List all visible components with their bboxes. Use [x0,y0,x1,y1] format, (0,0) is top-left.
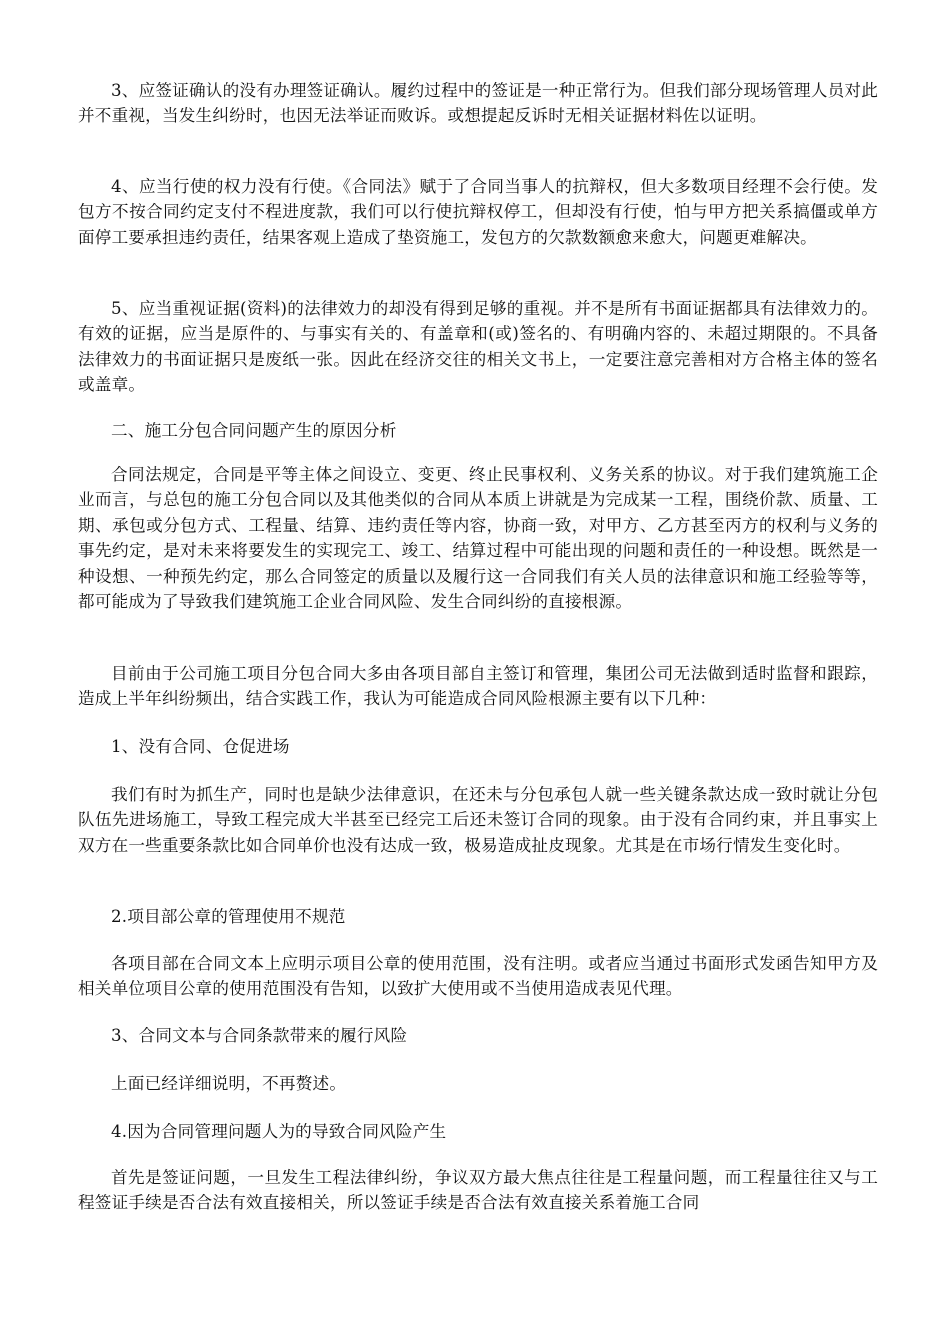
subheading-seal-management: 2.项目部公章的管理使用不规范 [111,907,346,926]
subheading-management-risk: 4.因为合同管理问题人为的导致合同风险产生 [111,1122,447,1141]
paragraph-signature-confirmation: 3、应签证确认的没有办理签证确认。履约过程中的签证是一种正常行为。但我们部分现场管理人员对此并不重视，当发生纠纷时，也因无法举证而败诉。或想提起反诉时无相关证据材料佐以证明。 [78,81,878,126]
subheading-contract-text-risk: 3、合同文本与合同条款带来的履行风险 [111,1026,408,1045]
paragraph-contract-law: 合同法规定，合同是平等主体之间设立、变更、终止民事权利、义务关系的协议。对于我们建筑施工企业而言，与总包的施工分包合同以及其他类似的合同从本质上讲就是为完成某一工程，围绕价款、质量、工期、承包或分包方式、工程量、结算、违约责任等内容，协商一致，对甲方、乙方甚至丙方的权利与义务的事先约定，是对未来将要发生的实现完工、竣工、结算过程中可能出现的问题和责任的一种设想。既然是一种设想、一种预先约定，那么合同签定的质量以及履行这一合同我们有关人员的法律意识和施工经验等等，都可能成为了导致我们建筑施工企业合同风险、发生合同纠纷的直接根源。 [78,465,878,612]
paragraph-already-explained: 上面已经详细说明，不再赘述。 [111,1074,347,1093]
paragraph-current-situation: 目前由于公司施工项目分包合同大多由各项目部自主签订和管理，集团公司无法做到适时监督和跟踪，造成上半年纠纷频出，结合实践工作，我认为可能造成合同风险根源主要有以下几种： [78,664,878,709]
paragraph-no-contract: 我们有时为抓生产，同时也是缺少法律意识，在还未与分包承包人就一些关键条款达成一致时就让分包队伍先进场施工，导致工程完成大半甚至已经完工后还未签订合同的现象。由于没有合同约束，并且事实上双方在一些重要条款比如合同单价也没有达成一致，极易造成扯皮现象。尤其是在市场行情发生变化时。 [78,785,878,855]
paragraph-visa-issue: 首先是签证问题，一旦发生工程法律纠纷，争议双方最大焦点往往是工程量问题，而工程量往往又与工程签证手续是否合法有效直接相关，所以签证手续是否合法有效直接关系着施工合同 [78,1168,878,1213]
paragraph-defense-right: 4、应当行使的权力没有行使。《合同法》赋于了合同当事人的抗辩权，但大多数项目经理不会行使。发包方不按合同约定支付不程进度款，我们可以行使抗辩权停工，但却没有行使，怕与甲方把关系搞僵或单方面停工要承担违约责任，结果客观上造成了垫资施工，发包方的欠款数额愈来愈大，问题更难解决。 [78,177,878,247]
paragraph-evidence-validity: 5、应当重视证据(资料)的法律效力的却没有得到足够的重视。并不是所有书面证据都具有法律效力的。有效的证据，应当是原件的、与事实有关的、有盖章和(或)签名的、有明确内容的、未超过期限的。不具备法律效力的书面证据只是废纸一张。因此在经济交往的相关文书上，一定要注意完善相对方合格主体的签名或盖章。 [78,299,878,395]
section-heading-cause-analysis: 二、施工分包合同问题产生的原因分析 [111,421,397,440]
paragraph-seal-management: 各项目部在合同文本上应明示项目公章的使用范围，没有注明。或者应当通过书面形式发函告知甲方及相关单位项目公章的使用范围没有告知，以致扩大使用或不当使用造成表见代理。 [78,954,878,999]
subheading-no-contract: 1、没有合同、仓促进场 [111,737,290,756]
